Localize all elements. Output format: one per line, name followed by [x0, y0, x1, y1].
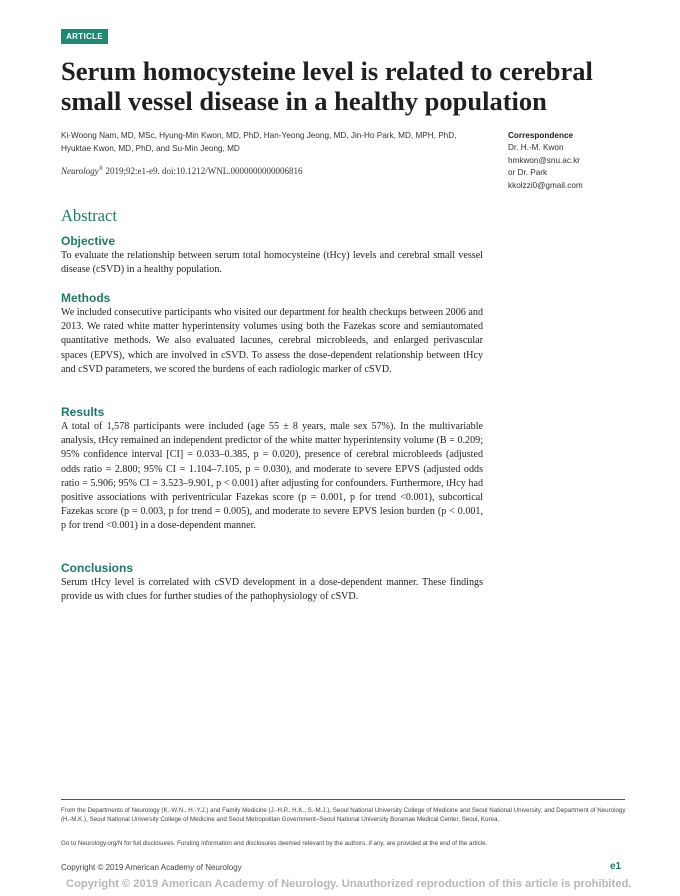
article-title: [61, 56, 641, 116]
article-title-line-2: small vessel disease in a healthy population: [61, 86, 547, 116]
citation: [61, 166, 486, 176]
article-type-badge: ARTICLE: [61, 29, 108, 44]
footnote-divider: [61, 799, 625, 800]
correspondence-name-1: Dr. H.-M. Kwon: [508, 143, 564, 153]
correspondence-email-1[interactable]: hmkwon@snu.ac.kr: [508, 155, 581, 165]
copyright-line: Copyright © 2019 American Academy of Neurology: [61, 863, 242, 872]
conclusions-text: Serum tHcy level is correlated with cSVD development in a dose-dependent manner. These findings provide us with clues for further studies of the pathophysiology of cSVD.: [61, 577, 483, 603]
author-list: [61, 130, 486, 155]
registered-mark: ®: [98, 166, 104, 172]
objective-text: To evaluate the relationship between serum total homocysteine (tHcy) levels and cerebral small vessel disease (cSVD) in a healthy population.: [61, 250, 483, 276]
journal-name: Neurology: [61, 166, 99, 176]
author-list-line-2: Hyuktae Kwon, MD, PhD, and Su-Min Jeong, MD: [61, 143, 240, 153]
results-text: A total of 1,578 participants were included (age 55 ± 8 years, male sex 57%). In the multivariable analysis, tHcy remained an independent predictor of the white matter hyperintensity volume (B = 0.209; 95% confidence interval [CI] = 0.033–0.385, p = 0.020), presence of cerebral microbleeds (adjusted odds ratio = 2.800; 95% CI = 1.104–7.105, p = 0.030), and moderate to severe EPVS (adjusted odds ratio = 5.906; 95% CI = 3.523–9.901, p < 0.001) after adjusting for confounders. Furthermore, tHcy had positive associations with periventricular Fazekas score (p = 0.001, p for trend <0.001), subcortical Fazekas score (p = 0.003, p for trend = 0.005), and moderate to severe EPVS lesion burden (p < 0.001, p for trend <0.001) in a dose-dependent manner.: [61, 421, 483, 532]
correspondence-block: [508, 130, 638, 192]
citation-details: 2019;92:e1-e9. doi:10.1212/WNL.0000000000006816: [103, 166, 303, 176]
copyright-banner: Copyright © 2019 American Academy of Neurology. Unauthorized reproduction of this article is prohibited.: [66, 878, 632, 890]
methods-heading: Methods: [61, 291, 111, 305]
article-title-line-1: Serum homocysteine level is related to cerebral: [61, 56, 593, 86]
correspondence-heading: Correspondence: [508, 131, 574, 140]
affiliation-footnote: From the Departments of Neurology (K.-W.N., H.-Y.J.) and Family Medicine (J.-H.P., H.K., S.-M.J.), Seoul National University College of Medicine and Seoul National University; and Department of Neurology (H.-M.K.), Seoul National University College of Medicine and Seoul Metropolitan Government–Seoul National University Boramae Medical Center, Seoul, Korea.: [61, 807, 626, 824]
page-number: e1: [610, 861, 622, 872]
author-list-line-1: Ki-Woong Nam, MD, MSc, Hyung-Min Kwon, MD, PhD, Han-Yeong Jeong, MD, Jin-Ho Park, MD, MPH, PhD,: [61, 131, 457, 140]
correspondence-email-2[interactable]: kkolzzi0@gmail.com: [508, 180, 583, 190]
objective-heading: Objective: [61, 234, 116, 248]
results-heading: Results: [61, 405, 105, 419]
disclosure-footnote[interactable]: Go to Neurology.org/N for full disclosures. Funding information and disclosures deemed relevant by the authors, if any, are provided at the end of the article.: [61, 840, 488, 847]
conclusions-heading: Conclusions: [61, 561, 134, 575]
abstract-heading: Abstract: [61, 206, 117, 225]
methods-text: We included consecutive participants who visited our department for health checkups between 2006 and 2013. We rated white matter hyperintensity volumes using both the Fazekas score and semiautomated quantitative methods. We also evaluated lacunes, cerebral microbleeds, and enlarged perivascular spaces (EPVS), which are involved in cSVD. To assess the dose-dependent relationship between tHcy and cSVD parameters, we scored the burdens of each radiologic marker of cSVD.: [61, 307, 483, 375]
correspondence-name-2: or Dr. Park: [508, 168, 548, 178]
